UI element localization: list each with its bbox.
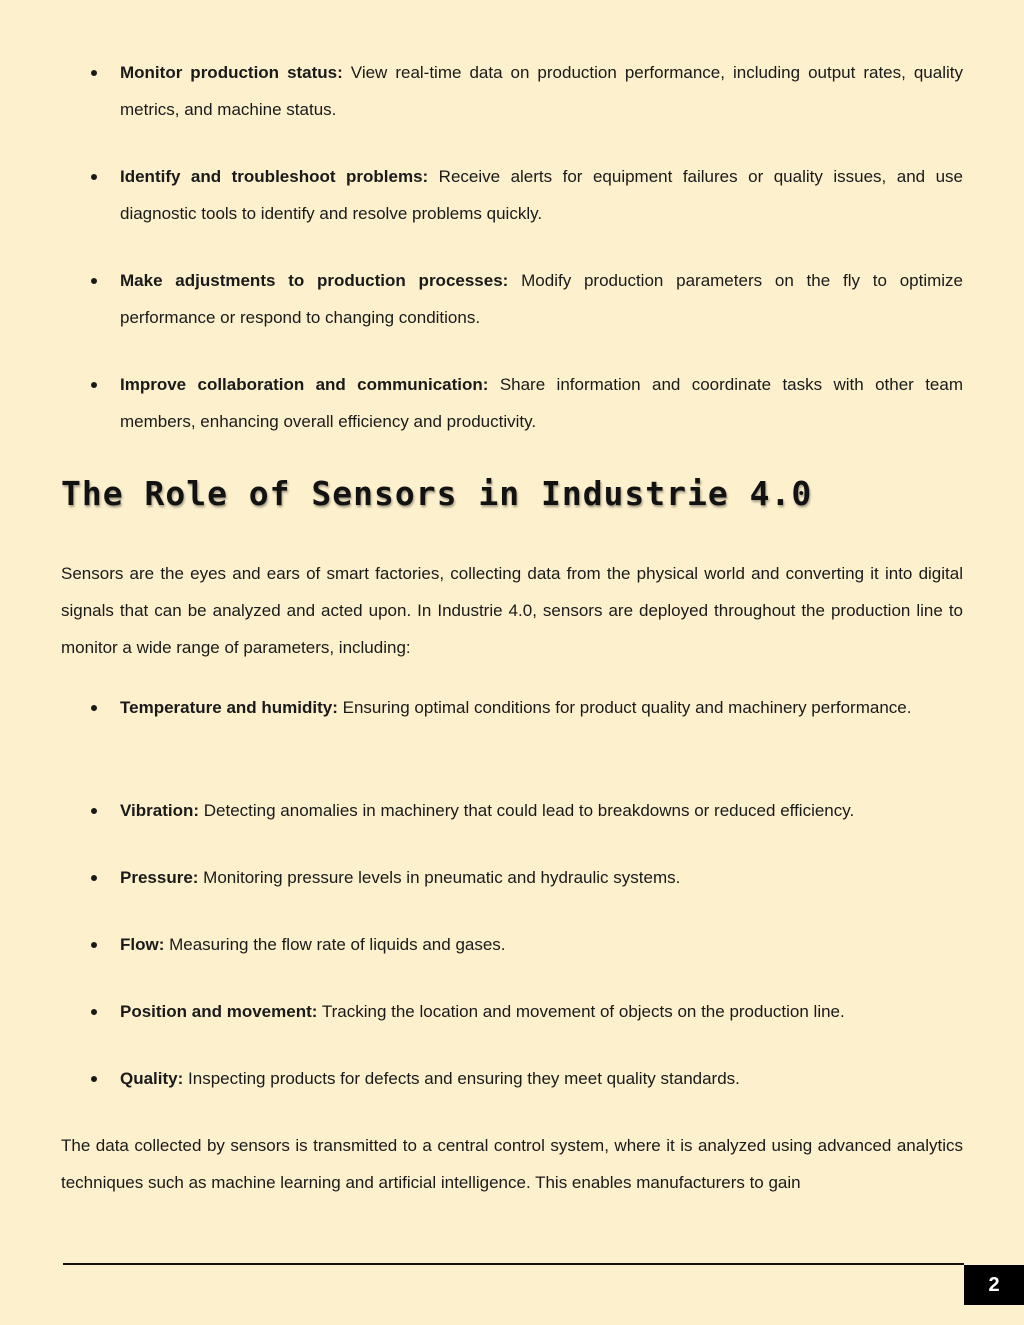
list-item-label: Quality:	[120, 1069, 184, 1088]
list-item-text: Share information and coordinate tasks with other team members, enhancing overall efficiency and productivity.	[120, 375, 963, 431]
list-item-label: Vibration:	[120, 801, 200, 820]
list-item	[120, 262, 963, 336]
list-item-label: Identify and troubleshoot problems:	[120, 167, 429, 186]
list-item	[120, 366, 963, 440]
list-item	[120, 792, 963, 829]
list-item	[120, 54, 963, 128]
list-item	[120, 926, 963, 963]
intro-paragraph: Sensors are the eyes and ears of smart factories, collecting data from the physical world and converting it into digital signals that can be analyzed and acted upon. In Industrie 4.0, sensors are deployed throughout the production line to monitor a wide range of parameters, including:	[61, 564, 963, 657]
list-item-text: Ensuring optimal conditions for product quality and machinery performance.	[337, 698, 912, 717]
list-item	[120, 1060, 963, 1097]
list-item	[120, 689, 963, 726]
list-item-label: Improve collaboration and communication:	[120, 375, 489, 394]
closing-paragraph: The data collected by sensors is transmitted to a central control system, where it is analyzed using advanced analytics techniques such as machine learning and artificial intelligence. This enables manufacturers to gain	[61, 1136, 963, 1192]
list-item-text: Monitoring pressure levels in pneumatic and hydraulic systems.	[198, 868, 681, 887]
list-item-label: Temperature and humidity:	[120, 698, 338, 717]
list-item-label: Monitor production status:	[120, 63, 343, 82]
section-heading: The Role of Sensors in Industrie 4.0	[61, 474, 813, 513]
list-item	[120, 158, 963, 232]
list-item-label: Flow:	[120, 935, 165, 954]
list-item-text: Inspecting products for defects and ensuring they meet quality standards.	[183, 1069, 740, 1088]
list-item	[120, 859, 963, 896]
list-item-label: Position and movement:	[120, 1002, 318, 1021]
list-item-text: Receive alerts for equipment failures or quality issues, and use diagnostic tools to identify and resolve problems quickly.	[120, 167, 963, 223]
list-item-label: Make adjustments to production processes:	[120, 271, 509, 290]
list-item	[120, 993, 963, 1030]
list-item-text: Tracking the location and movement of objects on the production line.	[317, 1002, 845, 1021]
footer-rule	[63, 1263, 964, 1265]
list-item-label: Pressure:	[120, 868, 199, 887]
page-number: 2	[964, 1265, 1024, 1305]
list-item-text: Measuring the flow rate of liquids and gases.	[164, 935, 506, 954]
list-item-text: Detecting anomalies in machinery that could lead to breakdowns or reduced efficiency.	[199, 801, 855, 820]
list-item-text: View real-time data on production performance, including output rates, quality metrics, and machine status.	[120, 63, 963, 119]
list-item-text: Modify production parameters on the fly to optimize performance or respond to changing conditions.	[120, 271, 963, 327]
